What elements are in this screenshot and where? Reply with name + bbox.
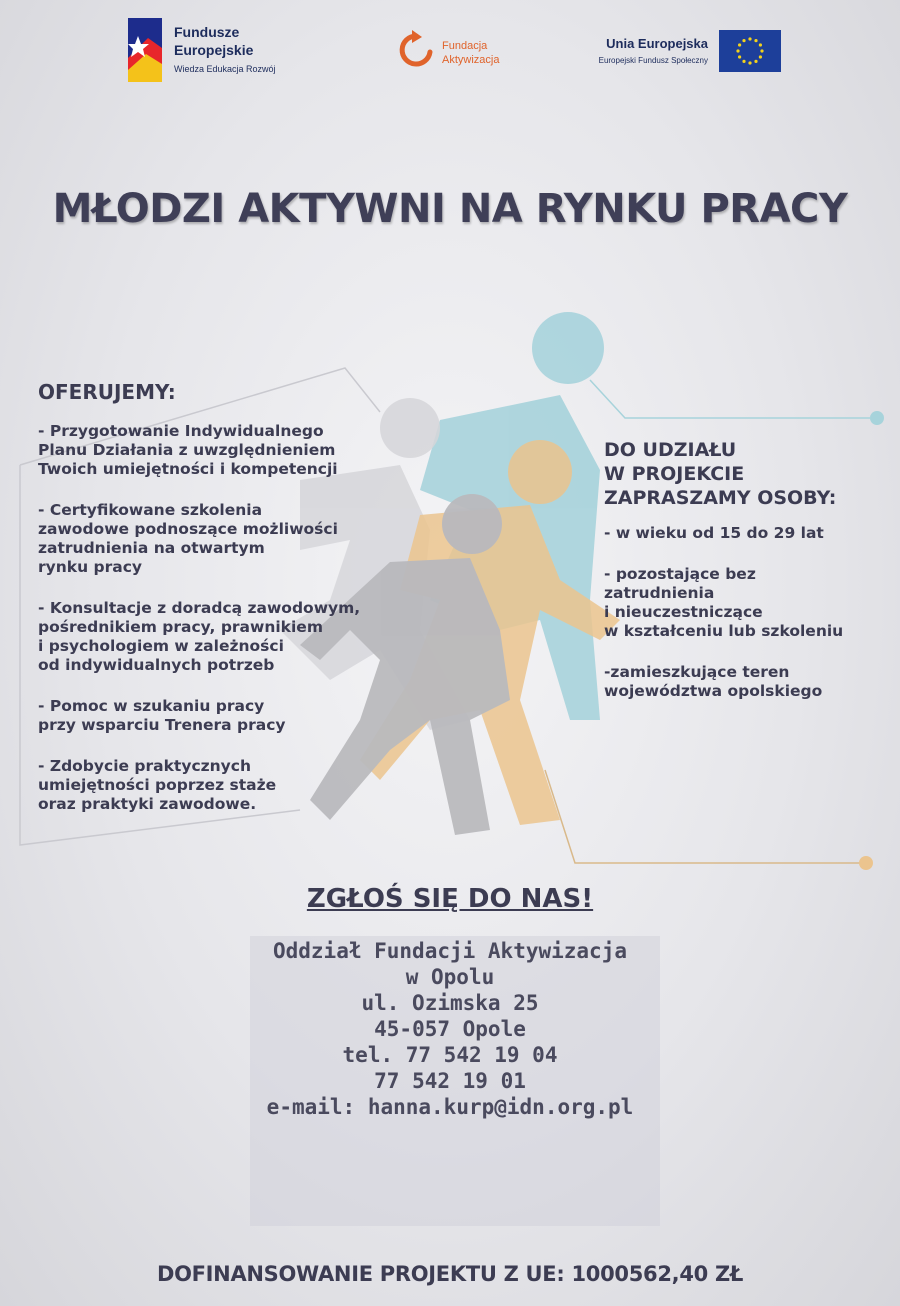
unia-line1: Unia Europejska (606, 36, 708, 51)
fundacja-swirl-icon (398, 30, 434, 72)
fundusze-line2: Europejskie (174, 42, 254, 58)
unia-europejska-logo (570, 28, 785, 76)
invite-item: - pozostające bez zatrudnienia i nieuczestniczące w kształceniu lub szkoleniu (604, 565, 844, 640)
contact-block (200, 938, 700, 1120)
fundusze-europejskie-logo (128, 18, 328, 84)
blue-connector-dot (870, 411, 884, 425)
offer-section (38, 380, 378, 836)
contact-email: e-mail: hanna.kurp@idn.org.pl (266, 1095, 634, 1119)
contact-city: w Opolu (405, 965, 495, 989)
orange-connector-dot (859, 856, 873, 870)
fundacja-line2: Aktywizacja (442, 54, 500, 66)
fundacja-line1: Fundacja (442, 40, 488, 52)
orange-connector-line (545, 770, 860, 863)
fundusze-line3: Wiedza Edukacja Rozwój (174, 64, 276, 74)
contact-postcode: 45-057 Opole (374, 1017, 526, 1041)
fundusze-line1: Fundusze (174, 24, 240, 40)
contact-street: ul. Ozimska 25 (361, 991, 539, 1015)
invite-heading: DO UDZIAŁU W PROJEKCIE ZAPRASZAMY OSOBY: (604, 439, 837, 509)
offer-item: - Przygotowanie Indywidualnego Planu Działania z uwzględnieniem Twoich umiejętności i kompetencji (38, 422, 338, 478)
invite-item: -zamieszkujące teren województwa opolskiego (604, 663, 823, 700)
fundusze-europejskie-mark-icon (128, 18, 162, 82)
offer-item: - Konsultacje z doradcą zawodowym, pośrednikiem pracy, prawnikiem i psychologiem w zależności od indywidualnych potrzeb (38, 599, 361, 674)
unia-line2: Europejski Fundusz Społeczny (598, 56, 708, 65)
contact-phone-2: 77 542 19 01 (374, 1069, 526, 1093)
contact-phone-1: tel. 77 542 19 04 (342, 1043, 558, 1067)
offer-item: - Pomoc w szukaniu pracy przy wsparciu Trenera pracy (38, 697, 286, 734)
eu-flag-icon (719, 30, 781, 72)
contact-org: Oddział Fundacji Aktywizacja (272, 939, 627, 963)
blue-connector-line (590, 380, 870, 418)
poster-title: MŁODZI AKTYWNI NA RYNKU PRACY (52, 186, 848, 232)
offer-item: - Certyfikowane szkolenia zawodowe podnoszące możliwości zatrudnienia na otwartym rynku pracy (38, 501, 338, 576)
invite-item: - w wieku od 15 do 29 lat (604, 524, 824, 542)
fundacja-aktywizacja-logo (398, 30, 518, 74)
offer-heading: OFERUJEMY: (38, 380, 176, 404)
call-to-action: ZGŁOŚ SIĘ DO NAS! (306, 884, 594, 914)
funding-note: DOFINANSOWANIE PROJEKTU Z UE: 1000562,40 ZŁ (156, 1262, 744, 1286)
offer-item: - Zdobycie praktycznych umiejętności poprzez staże oraz praktyki zawodowe. (38, 757, 277, 813)
invite-section (604, 438, 894, 723)
